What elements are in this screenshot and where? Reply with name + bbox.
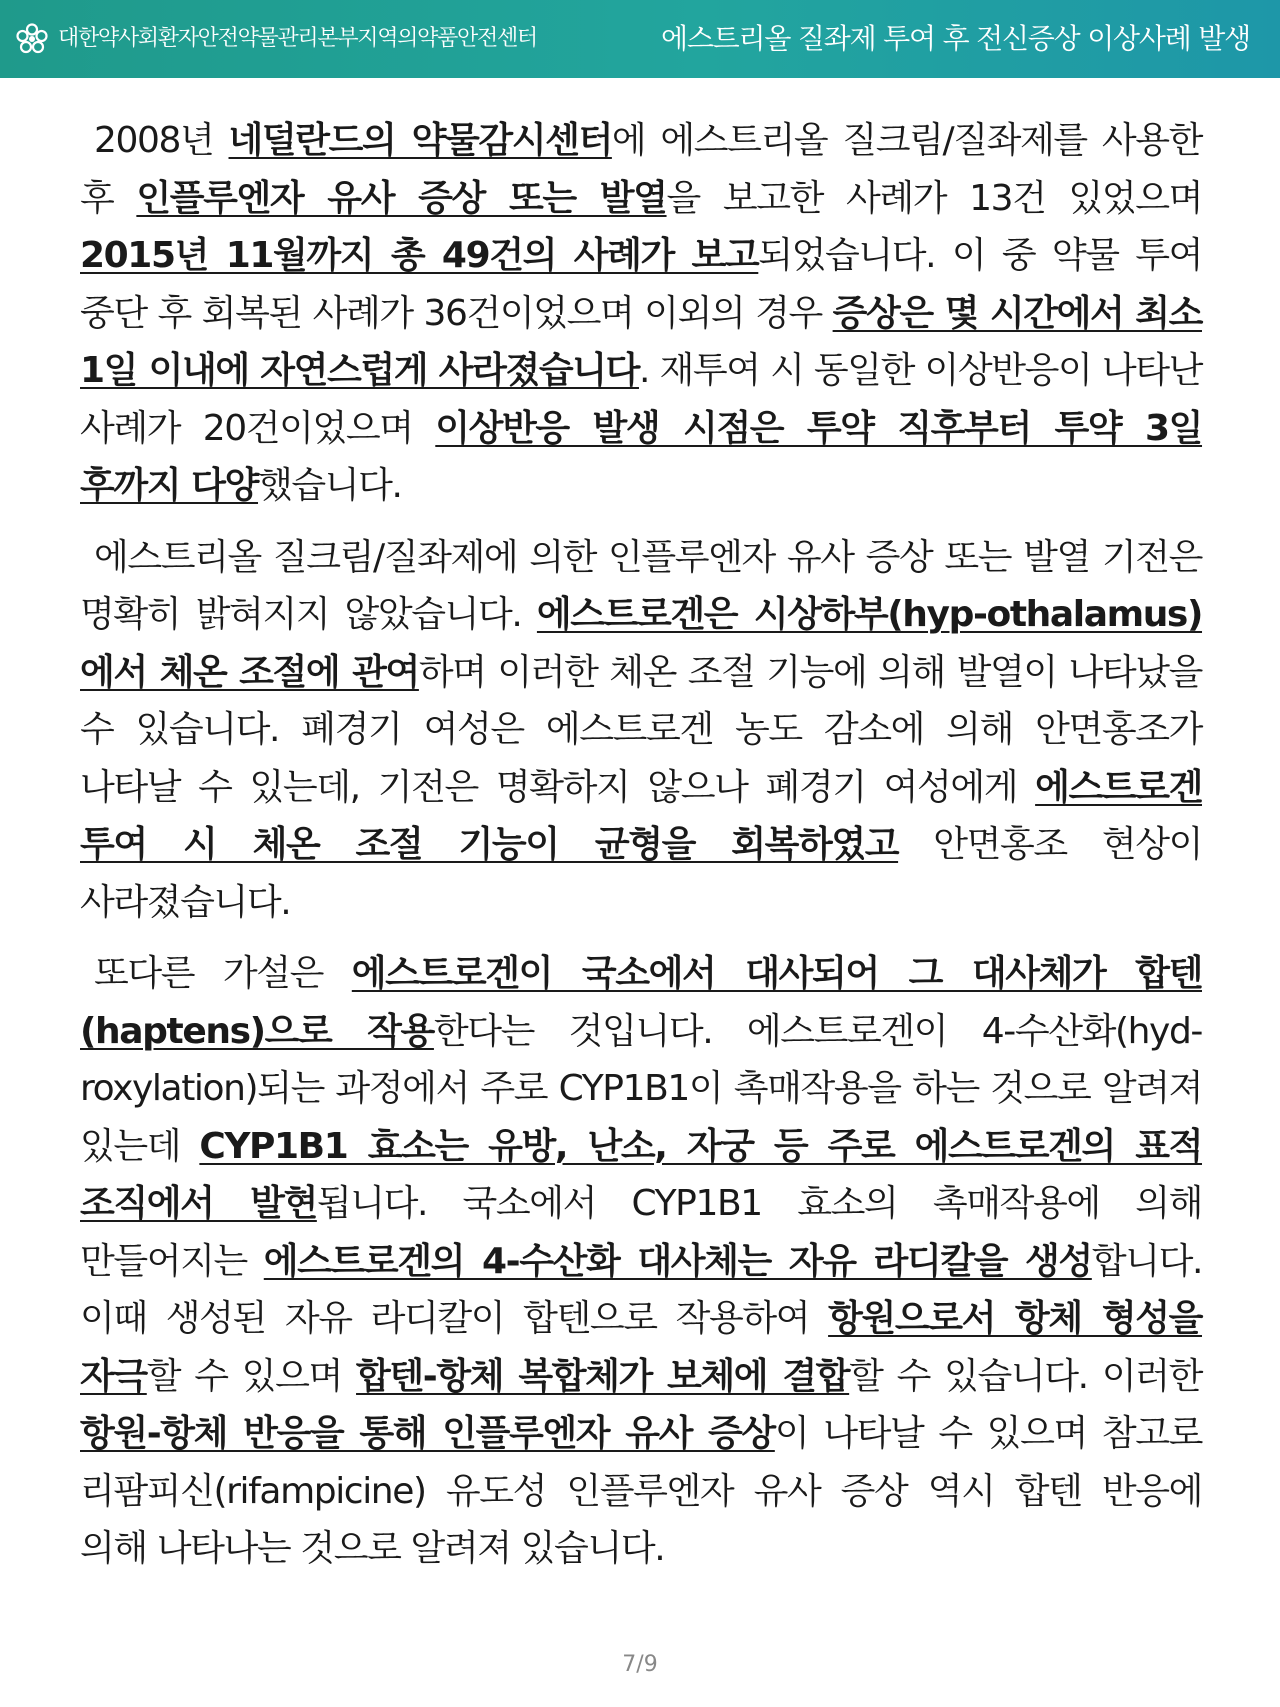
emphasized-text: 에스트로겐이 국소에서 대사되어 그 대사체가 합텐(haptens)으로 작용 bbox=[80, 953, 1202, 1052]
organization-name: 대한약사회환자안전약물관리본부지역의약품안전센터 bbox=[58, 26, 537, 51]
body-text: 이 나타날 수 있으며 참고로 리팜피신(rifampicine) 유도성 인플루엔자 유사 증상 역시 합텐 반응에 의해 나타나는 것으로 알려져 있습니다. bbox=[80, 1413, 1202, 1569]
emphasized-text: 이상반응 발생 시점은 투약 직후부터 투약 3일 후까지 다양 bbox=[80, 407, 1203, 506]
emphasized-text: CYP1B1 효소는 유방, 난소, 자궁 등 주로 에스트로겐의 표적 조직에서 발현 bbox=[80, 1125, 1202, 1224]
body-text: 안면홍조 현상이 사라졌습니다. bbox=[80, 824, 1202, 923]
article-body bbox=[80, 112, 1202, 1592]
body-text: 할 수 있으며 bbox=[146, 1355, 357, 1397]
body-text: . 재투여 시 동일한 이상반응이 나타난 사례가 20건이었으며 bbox=[80, 350, 1202, 449]
body-text: 하며 이러한 체온 조절 기능에 의해 발열이 나타났을 수 있습니다. 폐경기 여성은 에스트로겐 농도 감소에 의해 안면홍조가 나타날 수 있는데, 기전은 명확하지 않으나 폐경기 여성에게 bbox=[80, 651, 1202, 808]
body-text: 합니다. 이때 생성된 자유 라디칼이 합텐으로 작용하여 bbox=[80, 1240, 1202, 1339]
body-text: 되었습니다. 이 중 약물 투여 중단 후 회복된 사례가 36건이었으며 이외의 경우 bbox=[80, 235, 1202, 334]
body-text: 됩니다. 국소에서 CYP1B1 효소의 촉매작용에 의해 만들어지는 bbox=[80, 1183, 1203, 1282]
emphasized-text: 네덜란드의 약물감시센터 bbox=[228, 120, 612, 161]
body-text: 에 에스트리올 질크림/질좌제를 사용한 후 bbox=[80, 120, 1202, 219]
body-text: 2008년 bbox=[94, 120, 229, 161]
document-title: 에스트리올 질좌제 투여 후 전신증상 이상사례 발생 bbox=[660, 22, 1250, 55]
body-text: 을 보고한 사례가 13건 있었으며 bbox=[666, 177, 1202, 219]
paragraph bbox=[80, 112, 1202, 515]
paragraph bbox=[80, 529, 1202, 932]
emphasized-text: 항원으로서 항체 형성을 자극 bbox=[80, 1298, 1202, 1397]
paragraph bbox=[80, 945, 1202, 1578]
page-number: 7/9 bbox=[622, 1652, 658, 1677]
emphasized-text: 에스트로겐 투여 시 체온 조절 기능이 균형을 회복하였고 bbox=[80, 766, 1202, 865]
body-text: 또다른 가설은 bbox=[94, 953, 352, 994]
body-text: 한다는 것입니다. 에스트로겐이 4-수산화(hyd-roxylation)되는 과정에서 주로 CYP1B1이 촉매작용을 하는 것으로 알려져 있는데 bbox=[80, 1010, 1202, 1167]
emphasized-text: 에스트로겐의 4-수산화 대사체는 자유 라디칼을 생성 bbox=[263, 1240, 1092, 1282]
flower-logo-icon bbox=[14, 21, 50, 57]
body-text: 에스트리올 질크림/질좌제에 의한 인플루엔자 유사 증상 또는 발열 기전은 명확히 밝혀지지 않았습니다. bbox=[80, 536, 1202, 635]
emphasized-text: 에스트로겐은 시상하부(hyp-othalamus)에서 체온 조절에 관여 bbox=[80, 594, 1203, 693]
emphasized-text: 항원-항체 반응을 통해 인플루엔자 유사 증상 bbox=[80, 1413, 775, 1454]
emphasized-text: 2015년 11월까지 총 49건의 사례가 보고 bbox=[80, 235, 759, 276]
emphasized-text: 인플루엔자 유사 증상 또는 발열 bbox=[136, 177, 667, 219]
emphasized-text: 증상은 몇 시간에서 최소 1일 이내에 자연스럽게 사라졌습니다 bbox=[80, 292, 1202, 391]
emphasized-text: 합텐-항체 복합체가 보체에 결합 bbox=[356, 1355, 850, 1397]
body-text: 했습니다. bbox=[258, 465, 402, 506]
document-header bbox=[0, 0, 1280, 78]
body-text: 할 수 있습니다. 이러한 bbox=[849, 1355, 1202, 1397]
